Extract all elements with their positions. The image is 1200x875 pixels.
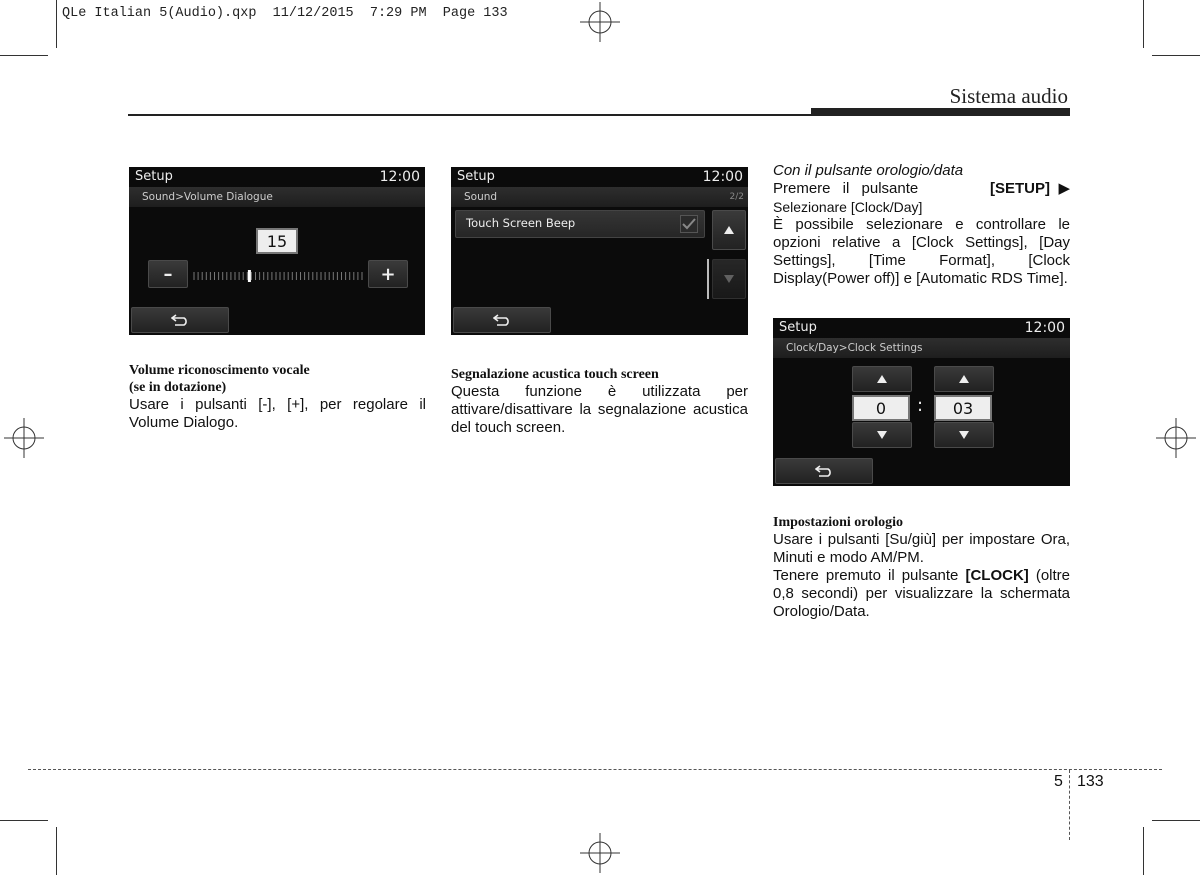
scrollbar-thumb[interactable] xyxy=(707,259,709,299)
column-2-text xyxy=(451,366,748,437)
column-3-clock-text xyxy=(773,514,1070,621)
caption-title: Segnalazione acustica touch screen xyxy=(451,367,659,382)
registration-mark xyxy=(1156,418,1196,458)
scroll-up-button[interactable] xyxy=(712,210,746,250)
chapter-number: 5 xyxy=(1054,773,1063,790)
back-arrow-icon xyxy=(815,465,833,477)
touch-screen-beep-row[interactable] xyxy=(455,210,705,238)
crop-mark xyxy=(1143,827,1144,875)
footer-divider xyxy=(1069,770,1070,840)
column-3-intro xyxy=(773,162,1070,288)
text-prefix: Tenere premuto il pulsante xyxy=(773,567,966,584)
body-paragraph: Usare i pulsanti [-], [+], per regolare il Volume Dialogo. xyxy=(129,396,426,431)
arrow-up-icon xyxy=(959,375,969,383)
crop-mark xyxy=(56,0,57,48)
caption-subtitle: (se in dotazione) xyxy=(129,380,227,395)
instruction-prefix: Premere il pulsante xyxy=(773,180,931,197)
arrow-right-icon: ▶ xyxy=(1058,180,1070,197)
body-paragraph: Usare i pulsanti [Su/giù] per impostare Ora, Minuti e modo AM/PM. xyxy=(773,531,1070,566)
minute-value: 03 xyxy=(934,395,992,421)
screen-title: Setup xyxy=(457,169,495,184)
crop-mark xyxy=(0,820,48,821)
checkbox-check-icon[interactable] xyxy=(680,215,698,233)
volume-minus-button[interactable]: – xyxy=(148,260,188,288)
clock-key: [CLOCK] xyxy=(965,567,1029,584)
back-arrow-icon xyxy=(493,314,511,326)
instruction-line-2: Selezionare [Clock/Day] xyxy=(773,199,923,215)
header-rule-thick xyxy=(811,108,1070,116)
screen-title: Setup xyxy=(779,320,817,335)
text-suffix: (oltre 0,8 secondi) per visualizzare la schermata Orologio/Data. xyxy=(773,567,1071,620)
back-button[interactable] xyxy=(131,307,229,333)
volume-screen xyxy=(129,167,425,335)
setup-key: [SETUP] xyxy=(990,180,1050,197)
page-indicator: 2/2 xyxy=(729,192,744,202)
screen-clock: 12:00 xyxy=(702,169,743,185)
crop-mark xyxy=(1152,820,1200,821)
crop-mark xyxy=(1143,0,1144,48)
minute-down-button[interactable] xyxy=(934,422,994,448)
hour-down-button[interactable] xyxy=(852,422,912,448)
screen-clock: 12:00 xyxy=(379,169,420,185)
section-title: Sistema audio xyxy=(949,84,1068,108)
screen-breadcrumb: Sound>Volume Dialogue xyxy=(129,187,425,207)
clock-screen xyxy=(773,318,1070,486)
arrow-down-icon xyxy=(723,274,735,284)
registration-mark xyxy=(4,418,44,458)
screen-clock: 12:00 xyxy=(1024,320,1065,336)
arrow-down-icon xyxy=(959,431,969,439)
caption-title: Volume riconoscimento vocale xyxy=(129,363,310,378)
arrow-up-icon xyxy=(877,375,887,383)
body-paragraph xyxy=(773,567,1070,621)
back-button[interactable] xyxy=(453,307,551,333)
print-header: QLe Italian 5(Audio).qxp 11/12/2015 7:29 PM Page 133 xyxy=(62,6,508,21)
screen-breadcrumb: Clock/Day>Clock Settings xyxy=(773,338,1070,358)
volume-plus-button[interactable]: + xyxy=(368,260,408,288)
screen-title: Setup xyxy=(135,169,173,184)
registration-mark xyxy=(580,2,620,42)
volume-slider[interactable] xyxy=(192,267,364,279)
body-paragraph: È possibile selezionare e controllare le opzioni relative a [Clock Settings], [Day Settings], [Time Format], [Clock Display(Power off)] e [Automatic RDS Time]. xyxy=(773,216,1070,287)
scroll-down-button[interactable] xyxy=(712,259,746,299)
sound-screen xyxy=(451,167,748,335)
subsection-heading: Con il pulsante orologio/data xyxy=(773,162,964,179)
volume-value-display: 15 xyxy=(256,228,298,254)
hour-up-button[interactable] xyxy=(852,366,912,392)
crop-mark xyxy=(0,55,48,56)
footer-rule xyxy=(28,769,1162,770)
caption-title: Impostazioni orologio xyxy=(773,515,904,530)
arrow-down-icon xyxy=(877,431,887,439)
crop-mark xyxy=(56,827,57,875)
body-paragraph: Questa funzione è utilizzata per attivare/disattivare la segnalazione acustica del touch screen. xyxy=(451,383,748,436)
back-arrow-icon xyxy=(171,314,189,326)
registration-mark xyxy=(580,833,620,873)
minute-up-button[interactable] xyxy=(934,366,994,392)
breadcrumb-text: Sound xyxy=(464,191,498,203)
arrow-up-icon xyxy=(723,225,735,235)
page-number: 133 xyxy=(1077,773,1104,790)
column-1-text xyxy=(129,362,426,432)
list-item-label: Touch Screen Beep xyxy=(466,216,576,230)
header-rule xyxy=(128,114,811,116)
volume-slider-ticks xyxy=(192,270,364,282)
screen-breadcrumb xyxy=(451,187,748,207)
crop-mark xyxy=(1152,55,1200,56)
hour-value: 0 xyxy=(852,395,910,421)
back-button[interactable] xyxy=(775,458,873,484)
time-separator: : xyxy=(917,395,924,416)
instruction-line xyxy=(773,180,1070,198)
